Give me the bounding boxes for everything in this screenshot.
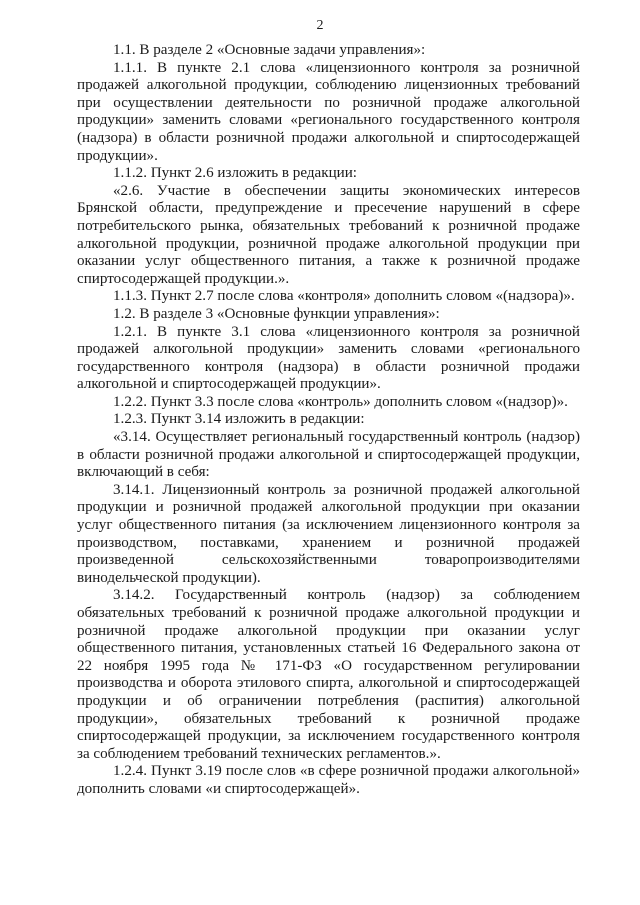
paragraph-3-14-quote: «3.14. Осуществляет региональный государственный контроль (надзор) в области розничной продажи алкогольной и спиртосодержащей продукции, включающий в себя: [77, 429, 580, 481]
paragraph-1-2-2: 1.2.2. Пункт 3.3 после слова «контроль» дополнить словом «(надзор)». [113, 393, 568, 410]
paragraph-1-1-3: 1.1.3. Пункт 2.7 после слова «контроля» дополнить словом «(надзора)». [113, 288, 575, 305]
paragraph-1-2-4: 1.2.4. Пункт 3.19 после слов «в сфере розничной продажи алкогольной» дополнить словами «и спиртосодержащей». [77, 763, 580, 797]
paragraph-1-1-1: 1.1.1. В пункте 2.1 слова «лицензионного контроля за розничной продажей алкогольной продукции, соблюдению лицензионных требований при осуществлении деятельности по розничной продаже алкогольной продукции» заменить словами «регионального государственного контроля (надзора) в области розничной продажи алкогольной и спиртосодержащей продукции». [77, 59, 580, 164]
page-number: 2 [316, 18, 324, 33]
document-body [77, 42, 580, 799]
paragraph-1-1-2: 1.1.2. Пункт 2.6 изложить в редакции: [113, 165, 357, 182]
paragraph-1-2: 1.2. В разделе 3 «Основные функции управления»: [113, 305, 440, 322]
paragraph-3-14-1: 3.14.1. Лицензионный контроль за розничной продажей алкогольной продукции и розничной продажей алкогольной продукции при оказании услуг общественного питания (за исключением лицензионного контроля за производством, поставками, хранением и розничной продажей произведенной сельскохозяйственными товаропроизводителями винодельческой продукции). [77, 481, 580, 586]
paragraph-2-6-quote: «2.6. Участие в обеспечении защиты экономических интересов Брянской области, предупреждение и пресечение нарушений в сфере потребительского рынка, обязательных требований к розничной продаже алкогольной продукции, розничной продаже алкогольной продукции при оказании услуг общественного питания, а также к розничной продаже спиртосодержащей продукции.». [77, 182, 580, 287]
paragraph-3-14-2: 3.14.2. Государственный контроль (надзор) за соблюдением обязательных требований к розничной продаже алкогольной продукции и розничной продаже алкогольной продукции при оказании услуг общественного питания, установленных статьей 16 Федерального закона от 22 ноября 1995 года № 171-ФЗ «О государственном регулировании производства и оборота этилового спирта, алкогольной и спиртосодержащей продукции и об ограничении потребления (распития) алкогольной продукции», обязательных требований к розничной продаже спиртосодержащей продукции, за исключением государственного контроля за соблюдением требований технических регламентов.». [77, 587, 580, 762]
paragraph-1-2-3: 1.2.3. Пункт 3.14 изложить в редакции: [113, 411, 365, 428]
paragraph-1-2-1: 1.2.1. В пункте 3.1 слова «лицензионного контроля за розничной продажей алкогольной продукции» заменить словами «регионального государственного контроля (надзора) в области розничной продажи алкогольной и спиртосодержащей продукции». [77, 323, 580, 393]
paragraph-1-1: 1.1. В разделе 2 «Основные задачи управления»: [113, 42, 426, 58]
